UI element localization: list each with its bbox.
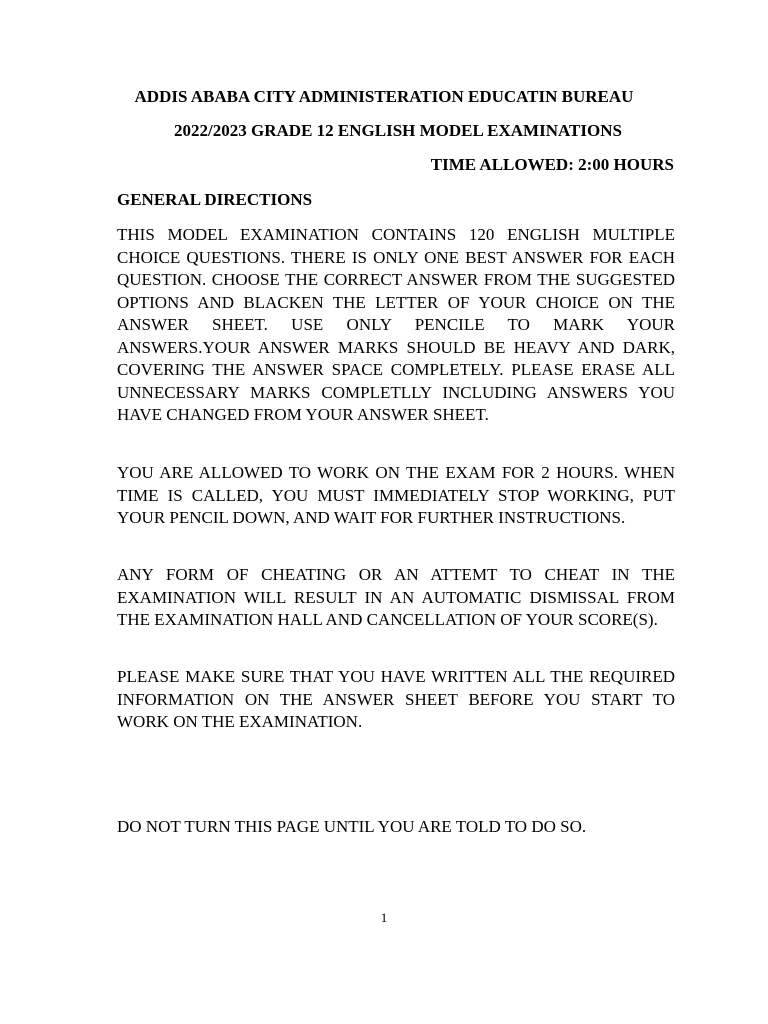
page-number: 1 [380,910,388,925]
time-allowed: TIME ALLOWED: 2:00 HOURS [430,155,674,174]
institution-title: ADDIS ABABA CITY ADMINISTERATION EDUCATIN BUREAU [134,87,634,106]
direction-paragraph-1: THIS MODEL EXAMINATION CONTAINS 120 ENGLISH MULTIPLE CHOICE QUESTIONS. THERE IS ONLY ONE BEST ANSWER FOR EACH QUESTION. CHOOSE THE CORRECT ANSWER FROM THE SUGGESTED OPTIONS AND BLACKEN THE LETTER OF YOUR CHOICE ON THE ANSWER SHEET. USE ONLY PENCILE TO MARK YOUR ANSWERS.YOUR ANSWER MARKS SHOULD BE HEAVY AND DARK, COVERING THE ANSWER SPACE COMPLETELY. PLEASE ERASE ALL UNNECESSARY MARKS COMPLETLLY INCLUDING ANSWERS YOU HAVE CHANGED FROM YOUR ANSWER SHEET. [117,225,675,424]
direction-paragraph-3: ANY FORM OF CHEATING OR AN ATTEMT TO CHEAT IN THE EXAMINATION WILL RESULT IN AN AUTOMATIC DISMISSAL FROM THE EXAMINATION HALL AND CANCELLATION OF YOUR SCORE(S). [117,565,675,629]
exam-title: 2022/2023 GRADE 12 ENGLISH MODEL EXAMINATIONS [174,121,622,140]
direction-paragraph-2: YOU ARE ALLOWED TO WORK ON THE EXAM FOR 2 HOURS. WHEN TIME IS CALLED, YOU MUST IMMEDIATELY STOP WORKING, PUT YOUR PENCIL DOWN, AND WAIT FOR FURTHER INSTRUCTIONS. [117,463,675,527]
do-not-turn-notice: DO NOT TURN THIS PAGE UNTIL YOU ARE TOLD TO DO SO. [117,817,587,836]
direction-paragraph-4: PLEASE MAKE SURE THAT YOU HAVE WRITTEN ALL THE REQUIRED INFORMATION ON THE ANSWER SHEET BEFORE YOU START TO WORK ON THE EXAMINATION. [117,667,675,731]
directions-heading: GENERAL DIRECTIONS [117,190,313,209]
